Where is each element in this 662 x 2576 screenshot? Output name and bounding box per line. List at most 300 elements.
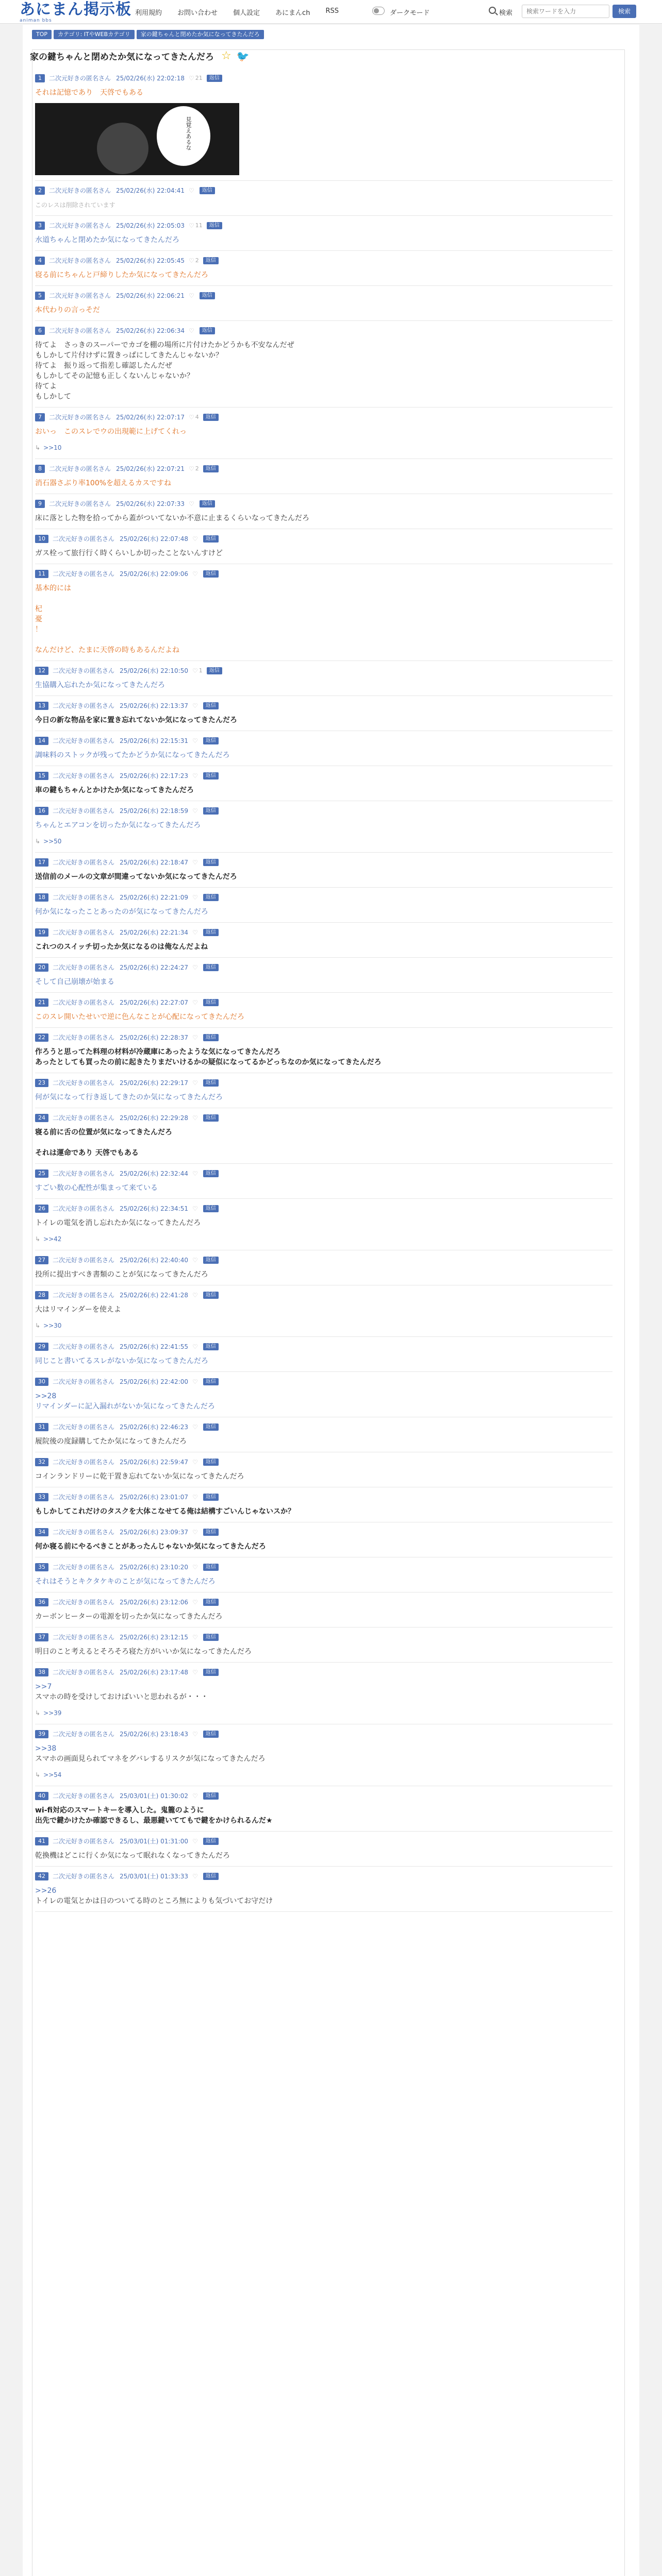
reply-button[interactable]: 返信 xyxy=(203,1669,219,1676)
post-header xyxy=(35,963,613,972)
post-number[interactable]: 34 xyxy=(35,1528,48,1536)
reply-button[interactable]: 返信 xyxy=(207,667,222,674)
post-body xyxy=(35,942,613,952)
reply-button[interactable]: 返信 xyxy=(203,1034,219,1041)
post-date: 25/02/26(水) 22:34:51 xyxy=(120,1205,188,1212)
post-header xyxy=(35,772,613,780)
post-text-line: それは記憶であり 天啓でもある xyxy=(35,89,143,97)
post-divider xyxy=(35,1831,613,1832)
post-text-line: スマホの時を受けしておけばいいと思われるが・・・ xyxy=(35,1693,208,1701)
post-item xyxy=(35,928,613,952)
heart-icon[interactable]: ♡ xyxy=(192,1599,198,1606)
reply-indicator[interactable] xyxy=(35,1709,613,1717)
heart-icon[interactable]: ♡ xyxy=(192,1378,198,1385)
heart-icon[interactable]: ♡ xyxy=(192,929,198,936)
post-item xyxy=(35,413,613,451)
post-divider xyxy=(35,285,613,286)
post-item xyxy=(35,737,613,760)
heart-icon[interactable]: ♡ xyxy=(192,667,198,674)
post-body xyxy=(35,1127,613,1158)
post-text-line: もしかして片付けずに置きっぱにしてきたんじゃないか？ xyxy=(35,351,223,360)
post-number[interactable]: 12 xyxy=(35,667,48,675)
post-text-line: 大はリマインダーを使えよ xyxy=(35,1306,121,1314)
reply-button[interactable]: 返信 xyxy=(203,1529,219,1536)
reply-button[interactable]: 返信 xyxy=(203,1170,219,1177)
poster-name: 二次元好きの匿名さん xyxy=(53,1599,115,1606)
reply-button[interactable]: 返信 xyxy=(203,414,219,421)
post-header xyxy=(35,327,613,335)
post-text-line xyxy=(35,635,613,645)
post-number[interactable]: 26 xyxy=(35,1205,48,1213)
post-number[interactable]: 16 xyxy=(35,807,48,815)
post-date: 25/03/01(土) 01:31:00 xyxy=(120,1838,188,1845)
post-text-line: トイレの電気とかは日のついてる時のところ無によりも気づいてお守だけ xyxy=(35,1897,273,1905)
heart-icon[interactable]: ♡ xyxy=(192,1494,198,1501)
heart-icon[interactable]: ♡ xyxy=(188,500,194,507)
post-header xyxy=(35,74,613,82)
breadcrumb-thread[interactable]: 家の鍵ちゃんと閉めたか気になってきたんだろ xyxy=(137,30,264,39)
post-number[interactable]: 39 xyxy=(35,1730,48,1738)
post-item xyxy=(35,1256,613,1280)
reply-button[interactable]: 返信 xyxy=(203,859,219,866)
post-item xyxy=(35,998,613,1022)
reply-anchor-link[interactable]: >>38 xyxy=(35,1744,57,1753)
reply-indicator-text: >>30 xyxy=(43,1322,62,1329)
poster-name: 二次元好きの匿名さん xyxy=(53,1838,115,1845)
post-date: 25/02/26(水) 22:32:44 xyxy=(120,1170,188,1177)
post-date: 25/02/26(水) 22:07:33 xyxy=(116,500,185,507)
heart-icon[interactable]: ♡ xyxy=(188,187,194,194)
post-number[interactable]: 9 xyxy=(35,500,45,508)
heart-icon[interactable]: ♡ xyxy=(192,1170,198,1177)
post-body xyxy=(35,1506,613,1517)
reply-indicator[interactable] xyxy=(35,1235,613,1243)
post-date: 25/03/01(土) 01:33:33 xyxy=(120,1873,188,1880)
heart-icon[interactable]: ♡ xyxy=(192,1257,198,1264)
reply-button[interactable]: 返信 xyxy=(203,999,219,1006)
reply-button[interactable]: 返信 xyxy=(203,737,219,744)
post-number[interactable]: 28 xyxy=(35,1291,48,1299)
post-body xyxy=(35,907,613,917)
post-number[interactable]: 8 xyxy=(35,465,45,473)
post-date: 25/02/26(水) 22:13:37 xyxy=(120,702,188,709)
logo-main-text: あにまん掲示板 xyxy=(20,1,131,19)
reply-button[interactable]: 返信 xyxy=(203,1205,219,1212)
post-header xyxy=(35,1837,613,1845)
search-button[interactable]: 検索 xyxy=(613,5,636,18)
heart-icon[interactable]: ♡ xyxy=(192,1423,198,1431)
poster-name: 二次元好きの匿名さん xyxy=(53,737,115,744)
post-date: 25/02/26(水) 22:40:40 xyxy=(120,1257,188,1264)
reply-button[interactable]: 返信 xyxy=(203,570,219,578)
post-date: 25/02/26(水) 23:10:20 xyxy=(120,1564,188,1571)
post-divider xyxy=(35,250,613,251)
post-body xyxy=(35,1682,613,1702)
reply-button[interactable]: 返信 xyxy=(203,1634,219,1641)
post-number[interactable]: 6 xyxy=(35,327,45,335)
heart-icon[interactable]: ♡ xyxy=(192,859,198,866)
reply-button[interactable]: 返信 xyxy=(207,222,222,229)
post-number[interactable]: 14 xyxy=(35,737,48,745)
post-text-line: ちゃんとエアコンを切ったか気になってきたんだろ xyxy=(35,821,201,829)
heart-icon[interactable]: ♡ xyxy=(192,1114,198,1122)
reply-button[interactable]: 返信 xyxy=(203,535,219,543)
post-text-line: リマインダーに記入漏れがないか気になってきたんだろ xyxy=(35,1402,215,1411)
post-text-line: 待てよ xyxy=(35,382,57,391)
post-divider xyxy=(35,992,613,993)
post-text-line: 生協購入忘れたか気になってきたんだろ xyxy=(35,681,165,689)
post-header xyxy=(35,1493,613,1501)
like-count: 2 xyxy=(195,465,199,472)
post-body xyxy=(35,1647,613,1657)
post-number[interactable]: 13 xyxy=(35,702,48,710)
post-number[interactable]: 5 xyxy=(35,292,45,300)
poster-name: 二次元好きの匿名さん xyxy=(49,414,111,421)
post-number[interactable]: 23 xyxy=(35,1079,48,1087)
post-text-line: あったとしても買ったの前に起きたりまだいけるかの疑似になってるかどっちなのか気になってきたんだろ xyxy=(35,1058,382,1066)
heart-icon[interactable]: ♡ xyxy=(192,894,198,901)
reply-button[interactable]: 返信 xyxy=(200,327,215,334)
post-text-line: 何か寝る前にやるべきことがあったんじゃないか気になってきたんだろ xyxy=(35,1543,266,1551)
post-header xyxy=(35,187,613,195)
heart-icon[interactable]: ♡ xyxy=(192,1459,198,1466)
poster-name: 二次元好きの匿名さん xyxy=(53,964,115,971)
post-item xyxy=(35,500,613,523)
post-number[interactable]: 4 xyxy=(35,257,45,265)
reply-button[interactable]: 返信 xyxy=(203,894,219,901)
post-header xyxy=(35,1792,613,1800)
post-divider xyxy=(35,887,613,888)
post-item xyxy=(35,1079,613,1103)
reply-button[interactable]: 返信 xyxy=(203,1257,219,1264)
post-number[interactable]: 17 xyxy=(35,858,48,867)
reply-button[interactable]: 返信 xyxy=(203,1564,219,1571)
heart-icon[interactable]: ♡ xyxy=(192,535,198,543)
post-text-line: ガス栓って旅行行く時くらいしか切ったことないんすけど xyxy=(35,549,223,557)
search-input[interactable] xyxy=(522,5,609,18)
post-number[interactable]: 15 xyxy=(35,772,48,780)
post-number[interactable]: 10 xyxy=(35,535,48,543)
post-number[interactable]: 11 xyxy=(35,570,48,578)
poster-name: 二次元好きの匿名さん xyxy=(53,1494,115,1501)
post-number[interactable]: 37 xyxy=(35,1633,48,1641)
post-text-line: これつのスイッチ切ったか気になるのは俺なんだよね xyxy=(35,943,208,951)
poster-name: 二次元好きの匿名さん xyxy=(49,222,111,229)
reply-button[interactable]: 返信 xyxy=(207,75,222,82)
heart-icon[interactable]: ♡ xyxy=(188,292,194,299)
search-label: 検索 xyxy=(499,9,513,17)
reply-indicator-text: >>10 xyxy=(43,444,62,451)
dark-mode-toggle[interactable] xyxy=(372,7,385,15)
reply-button[interactable]: 返信 xyxy=(203,772,219,779)
post-number[interactable]: 27 xyxy=(35,1256,48,1264)
post-number[interactable]: 29 xyxy=(35,1343,48,1351)
post-divider xyxy=(35,1911,613,1912)
post-number[interactable]: 24 xyxy=(35,1114,48,1122)
heart-icon[interactable]: ♡ xyxy=(188,414,194,421)
heart-icon[interactable]: ♡ xyxy=(188,465,194,472)
post-header xyxy=(35,292,613,300)
post-text-line: 履院後の度録購してたか気になってきたんだろ xyxy=(35,1437,187,1446)
like-count: 11 xyxy=(195,222,203,229)
reply-button[interactable]: 返信 xyxy=(203,1114,219,1122)
post-item xyxy=(35,1872,613,1906)
post-number[interactable]: 40 xyxy=(35,1792,48,1800)
reply-button[interactable]: 返信 xyxy=(203,1599,219,1606)
post-header xyxy=(35,1730,613,1738)
post-date: 25/02/26(水) 22:46:23 xyxy=(120,1423,188,1431)
thread-title-row xyxy=(30,49,250,62)
post-text-line: 本代わりの言っそだ xyxy=(35,306,100,314)
post-item xyxy=(35,327,613,402)
reply-button[interactable]: 返信 xyxy=(203,1459,219,1466)
heart-icon[interactable]: ♡ xyxy=(192,999,198,1006)
reply-indicator-text: >>54 xyxy=(43,1771,62,1778)
post-item xyxy=(35,893,613,917)
post-header xyxy=(35,1033,613,1042)
post-date: 25/02/26(水) 22:10:50 xyxy=(120,667,188,674)
reply-button[interactable]: 返信 xyxy=(203,702,219,709)
post-date: 25/02/26(水) 23:12:15 xyxy=(120,1634,188,1641)
poster-name: 二次元好きの匿名さん xyxy=(49,327,111,334)
favorite-star-icon[interactable]: ☆ xyxy=(221,49,231,62)
heart-icon[interactable]: ♡ xyxy=(192,807,198,815)
post-text-line: このレスは削除されています xyxy=(35,201,115,209)
post-header xyxy=(35,998,613,1007)
post-body xyxy=(35,1743,613,1764)
post-text-line: 待てよ さっきのスーパーでカゴを棚の場所に片付けたかどうかも不安なんだぜ xyxy=(35,341,294,349)
nav-contact[interactable]: お問い合わせ xyxy=(177,9,218,17)
reply-indicator[interactable] xyxy=(35,1322,613,1329)
post-item xyxy=(35,1378,613,1412)
post-date: 25/02/26(水) 22:42:00 xyxy=(120,1378,188,1385)
post-image[interactable] xyxy=(35,103,239,175)
post-body xyxy=(35,583,613,655)
poster-name: 二次元好きの匿名さん xyxy=(53,1792,115,1800)
post-number[interactable]: 32 xyxy=(35,1458,48,1466)
poster-name: 二次元好きの匿名さん xyxy=(53,1423,115,1431)
post-number[interactable]: 31 xyxy=(35,1423,48,1431)
post-text-line: もしかしてこれだけのタスクを大体こなせてる俺は結構すごいんじゃないスか？ xyxy=(35,1507,295,1516)
heart-icon[interactable]: ♡ xyxy=(188,75,194,82)
post-body xyxy=(35,715,613,725)
reply-button[interactable]: 返信 xyxy=(200,500,215,507)
post-header xyxy=(35,1668,613,1676)
heart-icon[interactable]: ♡ xyxy=(192,737,198,744)
reply-arrow-icon: ↳ xyxy=(35,1322,41,1329)
reply-button[interactable]: 返信 xyxy=(203,1731,219,1738)
nav-rss[interactable]: RSS xyxy=(325,7,339,15)
heart-icon[interactable]: ♡ xyxy=(192,1564,198,1571)
post-date: 25/02/26(水) 23:09:37 xyxy=(120,1529,188,1536)
post-body xyxy=(35,1269,613,1280)
reply-button[interactable]: 返信 xyxy=(203,257,219,264)
reply-button[interactable]: 返信 xyxy=(203,807,219,815)
post-item xyxy=(35,1033,613,1067)
heart-icon[interactable]: ♡ xyxy=(192,1669,198,1676)
reply-button[interactable]: 返信 xyxy=(203,1838,219,1845)
post-item xyxy=(35,963,613,987)
poster-name: 二次元好きの匿名さん xyxy=(53,999,115,1006)
post-text-line xyxy=(35,594,613,604)
post-number[interactable]: 22 xyxy=(35,1033,48,1042)
post-number[interactable]: 2 xyxy=(35,187,45,195)
post-body xyxy=(35,88,613,98)
site-header xyxy=(0,0,662,24)
post-item xyxy=(35,222,613,245)
poster-name: 二次元好きの匿名さん xyxy=(53,1292,115,1299)
post-header xyxy=(35,1872,613,1880)
post-item xyxy=(35,1792,613,1826)
reply-button[interactable]: 返信 xyxy=(203,1079,219,1087)
reply-button[interactable]: 返信 xyxy=(203,1378,219,1385)
post-body xyxy=(35,1218,613,1228)
post-number[interactable]: 41 xyxy=(35,1837,48,1845)
search-icon xyxy=(489,7,496,14)
heart-icon[interactable]: ♡ xyxy=(192,702,198,709)
post-text-line: なんだけど、たまに天啓の時もあるんだよね xyxy=(35,646,179,654)
post-number[interactable]: 20 xyxy=(35,963,48,972)
post-body xyxy=(35,785,613,795)
heart-icon[interactable]: ♡ xyxy=(192,1873,198,1880)
nav-terms[interactable]: 利用規約 xyxy=(135,9,162,17)
post-number[interactable]: 7 xyxy=(35,413,45,421)
post-number[interactable]: 1 xyxy=(35,74,45,82)
post-number[interactable]: 35 xyxy=(35,1563,48,1571)
post-body xyxy=(35,750,613,760)
reply-indicator-text: >>39 xyxy=(43,1709,62,1717)
post-divider xyxy=(35,1336,613,1337)
site-logo[interactable] xyxy=(20,2,131,23)
reply-anchor-link[interactable]: >>7 xyxy=(35,1683,52,1691)
post-item xyxy=(35,1458,613,1482)
heart-icon[interactable]: ♡ xyxy=(192,1292,198,1299)
post-number[interactable]: 38 xyxy=(35,1668,48,1676)
poster-name: 二次元好きの匿名さん xyxy=(53,1034,115,1041)
post-date: 25/02/26(水) 22:07:17 xyxy=(116,414,185,421)
post-text-line: 作ろうと思ってた料理の材料が冷蔵庫にあったような気になってきたんだろ xyxy=(35,1048,280,1056)
reply-anchor-link[interactable]: >>28 xyxy=(35,1392,57,1400)
reply-button[interactable]: 返信 xyxy=(203,1423,219,1431)
nav-settings[interactable]: 個人設定 xyxy=(233,9,260,17)
heart-icon[interactable]: ♡ xyxy=(192,1792,198,1800)
reply-button[interactable]: 返信 xyxy=(200,187,215,194)
heart-icon[interactable]: ♡ xyxy=(192,1343,198,1350)
post-divider xyxy=(35,215,613,216)
post-number[interactable]: 18 xyxy=(35,893,48,902)
post-number[interactable]: 21 xyxy=(35,998,48,1007)
poster-name: 二次元好きの匿名さん xyxy=(53,1079,115,1087)
nav-animanch[interactable]: あにまんch xyxy=(275,9,310,17)
post-text-line: 待てよ 振り返って指差し確認したんだぜ xyxy=(35,362,172,370)
heart-icon[interactable]: ♡ xyxy=(192,1731,198,1738)
post-date: 25/02/26(水) 22:29:17 xyxy=(120,1079,188,1087)
reply-button[interactable]: 返信 xyxy=(203,1792,219,1800)
post-body xyxy=(35,1436,613,1447)
post-text-line: 杞 xyxy=(35,605,42,613)
post-date: 25/02/26(水) 22:29:28 xyxy=(120,1114,188,1122)
post-header xyxy=(35,702,613,710)
heart-icon[interactable]: ♡ xyxy=(192,964,198,971)
post-header xyxy=(35,667,613,675)
heart-icon[interactable]: ♡ xyxy=(192,1034,198,1041)
reply-button[interactable]: 返信 xyxy=(203,1343,219,1350)
poster-name: 二次元好きの匿名さん xyxy=(53,1343,115,1350)
reply-button[interactable]: 返信 xyxy=(203,1292,219,1299)
post-text-line: 同じこと書いてるスレがないか気になってきたんだろ xyxy=(35,1357,208,1365)
post-number[interactable]: 33 xyxy=(35,1493,48,1501)
breadcrumb-category[interactable]: カテゴリ: ITやWEBカテゴリ xyxy=(54,30,135,39)
post-text-line: 寝る前にちゃんと戸締りしたか気になってきたんだろ xyxy=(35,271,208,279)
post-number[interactable]: 36 xyxy=(35,1598,48,1606)
post-number[interactable]: 19 xyxy=(35,928,48,937)
dark-mode-label: ダークモード xyxy=(390,9,430,17)
post-body xyxy=(35,1183,613,1193)
heart-icon[interactable]: ♡ xyxy=(192,1529,198,1536)
post-header xyxy=(35,1378,613,1386)
post-header xyxy=(35,1343,613,1351)
heart-icon[interactable]: ♡ xyxy=(192,1634,198,1641)
reply-indicator[interactable] xyxy=(35,444,613,451)
post-number[interactable]: 3 xyxy=(35,222,45,230)
heart-icon[interactable]: ♡ xyxy=(192,1079,198,1087)
post-header xyxy=(35,1291,613,1299)
poster-name: 二次元好きの匿名さん xyxy=(53,1873,115,1880)
poster-name: 二次元好きの匿名さん xyxy=(53,702,115,709)
poster-name: 二次元好きの匿名さん xyxy=(53,894,115,901)
post-item xyxy=(35,1343,613,1366)
post-number[interactable]: 30 xyxy=(35,1378,48,1386)
heart-icon[interactable]: ♡ xyxy=(192,772,198,779)
post-item xyxy=(35,74,613,175)
reply-anchor-link[interactable]: >>26 xyxy=(35,1887,57,1895)
post-text-line: そして自己崩壊が始まる xyxy=(35,978,114,986)
heart-icon[interactable]: ♡ xyxy=(192,1838,198,1845)
poster-name: 二次元好きの匿名さん xyxy=(53,1529,115,1536)
reply-button[interactable]: 返信 xyxy=(203,929,219,936)
post-header xyxy=(35,1079,613,1087)
reply-button[interactable]: 返信 xyxy=(200,292,215,299)
post-item xyxy=(35,257,613,280)
post-item xyxy=(35,1291,613,1329)
breadcrumb-top[interactable]: TOP xyxy=(32,30,52,39)
heart-icon[interactable]: ♡ xyxy=(192,1205,198,1212)
reply-button[interactable]: 返信 xyxy=(203,964,219,971)
reply-indicator[interactable] xyxy=(35,838,613,845)
reply-button[interactable]: 返信 xyxy=(203,465,219,472)
post-number[interactable]: 25 xyxy=(35,1170,48,1178)
post-item xyxy=(35,1563,613,1587)
post-header xyxy=(35,535,613,543)
reply-indicator[interactable] xyxy=(35,1771,613,1778)
post-date: 25/02/26(水) 22:18:47 xyxy=(120,859,188,866)
heart-icon[interactable]: ♡ xyxy=(192,570,198,578)
poster-name: 二次元好きの匿名さん xyxy=(53,807,115,815)
post-body xyxy=(35,200,613,210)
reply-button[interactable]: 返信 xyxy=(203,1494,219,1501)
heart-icon[interactable]: ♡ xyxy=(188,327,194,334)
twitter-share-icon[interactable]: 🐦 xyxy=(236,49,250,62)
post-divider xyxy=(35,957,613,958)
post-body xyxy=(35,1391,613,1412)
post-date: 25/02/26(水) 23:17:48 xyxy=(120,1669,188,1676)
post-text-line: 車の鍵もちゃんとかけたか気になってきたんだろ xyxy=(35,786,194,794)
post-text-line: もしかしてその記憶も正しくないんじゃないか？ xyxy=(35,372,194,380)
heart-icon[interactable]: ♡ xyxy=(188,257,194,264)
post-number[interactable]: 42 xyxy=(35,1872,48,1880)
reply-button[interactable]: 返信 xyxy=(203,1873,219,1880)
heart-icon[interactable]: ♡ xyxy=(188,222,194,229)
